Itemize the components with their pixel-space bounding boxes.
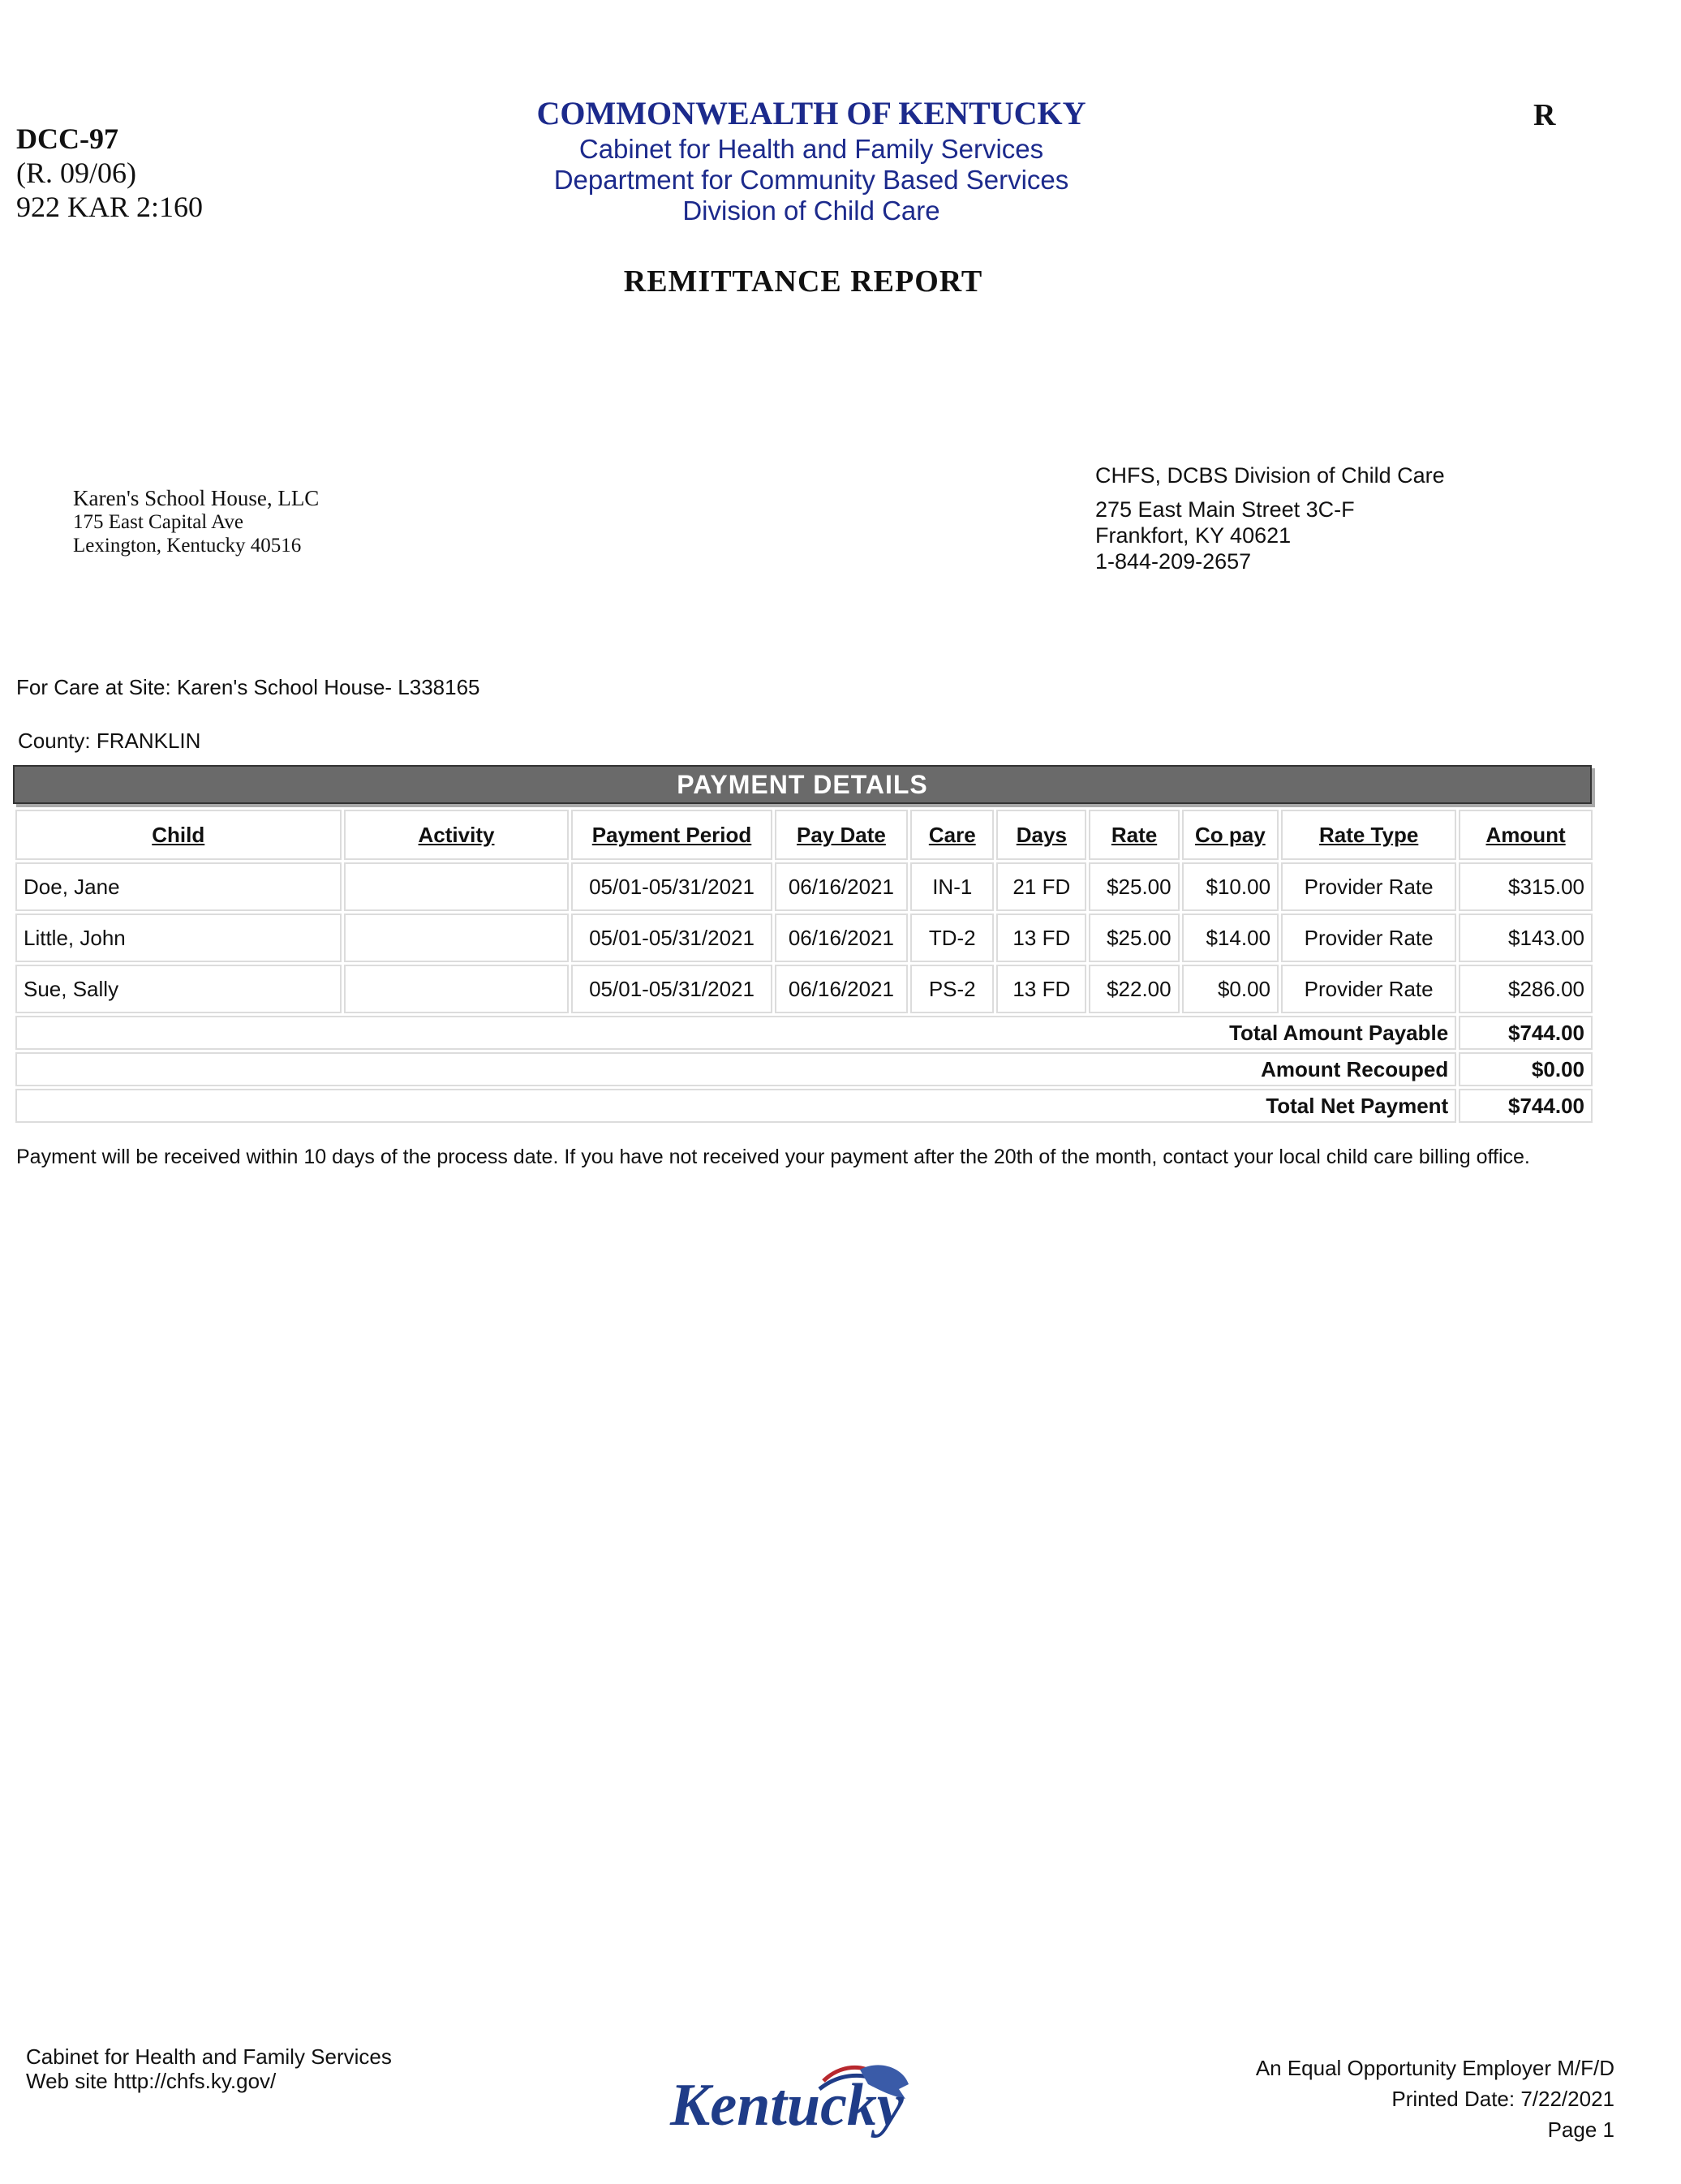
table-header-row: [15, 810, 1593, 860]
table-cell: Little, John: [15, 914, 342, 962]
table-cell: TD-2: [910, 914, 994, 962]
table-cell: Provider Rate: [1281, 914, 1456, 962]
form-revision: (R. 09/06): [16, 157, 136, 189]
county-label: County:: [18, 729, 91, 753]
column-header: Rate Type: [1281, 810, 1456, 860]
footer-printed-date: Printed Date: 7/22/2021: [1391, 2087, 1614, 2111]
care-site: [16, 675, 480, 700]
page-title: REMITTANCE REPORT: [623, 264, 983, 299]
provider-name: Karen's School House, LLC: [73, 486, 320, 510]
provider-street: 175 East Capital Ave: [73, 511, 243, 533]
table-cell: 06/16/2021: [775, 914, 909, 962]
table-cell: Doe, Jane: [15, 862, 342, 911]
amount-recouped-row: [15, 1052, 1593, 1086]
county-value: FRANKLIN: [96, 729, 201, 753]
column-header: Payment Period: [571, 810, 772, 860]
table-cell: $315.00: [1459, 862, 1593, 911]
table-cell: 21 FD: [996, 862, 1086, 911]
table-cell: Provider Rate: [1281, 965, 1456, 1013]
office-name: CHFS, DCBS Division of Child Care: [1095, 463, 1445, 488]
agency-commonwealth: COMMONWEALTH OF KENTUCKY: [536, 95, 1086, 131]
column-header: Rate: [1089, 810, 1179, 860]
payment-details-heading: PAYMENT DETAILS: [13, 765, 1592, 804]
office-city: Frankfort, KY 40621: [1095, 523, 1292, 548]
footer-right: [1168, 2053, 1614, 2145]
table-cell: $10.00: [1182, 862, 1279, 911]
payment-details-table: [13, 807, 1595, 1125]
table-cell: Provider Rate: [1281, 862, 1456, 911]
office-phone: 1-844-209-2657: [1095, 549, 1252, 574]
table-cell: 05/01-05/31/2021: [571, 965, 772, 1013]
column-header: Co pay: [1182, 810, 1279, 860]
county: [18, 729, 200, 754]
total-amount-payable-row: [15, 1016, 1593, 1050]
total-value: $0.00: [1459, 1052, 1593, 1086]
table-cell: 05/01-05/31/2021: [571, 862, 772, 911]
form-identifier: [16, 122, 203, 224]
form-number: DCC-97: [16, 123, 118, 155]
table-cell: 06/16/2021: [775, 862, 909, 911]
table-cell: 05/01-05/31/2021: [571, 914, 772, 962]
table-cell: $0.00: [1182, 965, 1279, 1013]
provider-address: [73, 487, 319, 557]
table-cell: $25.00: [1089, 862, 1179, 911]
column-header: Days: [996, 810, 1086, 860]
table-row: [15, 914, 1593, 962]
agency-header: [454, 93, 1168, 226]
footer-eoe: An Equal Opportunity Employer M/F/D: [1255, 2056, 1614, 2080]
provider-city: Lexington, Kentucky 40516: [73, 535, 302, 557]
agency-department: Department for Community Based Services: [553, 165, 1069, 195]
total-label: Total Amount Payable: [15, 1016, 1456, 1050]
payment-note: Payment will be received within 10 days of the process date. If you have not received your payment after the 20th of the month, contact your local child care billing office.: [16, 1146, 1530, 1168]
care-site-label: For Care at Site:: [16, 675, 171, 699]
total-value: $744.00: [1459, 1016, 1593, 1050]
form-regulation: 922 KAR 2:160: [16, 191, 204, 223]
column-header: Care: [910, 810, 994, 860]
corner-mark: R: [1533, 98, 1556, 132]
total-label: Amount Recouped: [15, 1052, 1456, 1086]
table-row: [15, 965, 1593, 1013]
table-cell: $22.00: [1089, 965, 1179, 1013]
office-address: [1095, 462, 1445, 574]
table-cell: $25.00: [1089, 914, 1179, 962]
table-cell: $14.00: [1182, 914, 1279, 962]
footer-page-number: Page 1: [1547, 2117, 1614, 2142]
table-cell: Sue, Sally: [15, 965, 342, 1013]
footer-cabinet: Cabinet for Health and Family Services: [26, 2044, 392, 2069]
column-header: Pay Date: [775, 810, 909, 860]
table-row: [15, 862, 1593, 911]
table-cell: IN-1: [910, 862, 994, 911]
column-header: Activity: [344, 810, 570, 860]
total-label: Total Net Payment: [15, 1089, 1456, 1123]
logo-wordmark: Kentucky: [670, 2072, 904, 2139]
table-cell: $143.00: [1459, 914, 1593, 962]
kentucky-logo: [665, 2057, 957, 2146]
office-street: 275 East Main Street 3C-F: [1095, 497, 1355, 522]
column-header: Child: [15, 810, 342, 860]
footer-website: Web site http://chfs.ky.gov/: [26, 2069, 277, 2093]
total-value: $744.00: [1459, 1089, 1593, 1123]
footer-left: [26, 2044, 392, 2093]
agency-cabinet: Cabinet for Health and Family Services: [578, 134, 1044, 164]
table-cell: 13 FD: [996, 965, 1086, 1013]
agency-division: Division of Child Care: [682, 196, 940, 226]
table-cell: [344, 965, 570, 1013]
table-cell: PS-2: [910, 965, 994, 1013]
care-site-value: Karen's School House- L338165: [176, 675, 480, 699]
table-cell: [344, 914, 570, 962]
table-cell: $286.00: [1459, 965, 1593, 1013]
table-cell: [344, 862, 570, 911]
table-cell: 06/16/2021: [775, 965, 909, 1013]
table-cell: 13 FD: [996, 914, 1086, 962]
column-header: Amount: [1459, 810, 1593, 860]
total-net-payment-row: [15, 1089, 1593, 1123]
